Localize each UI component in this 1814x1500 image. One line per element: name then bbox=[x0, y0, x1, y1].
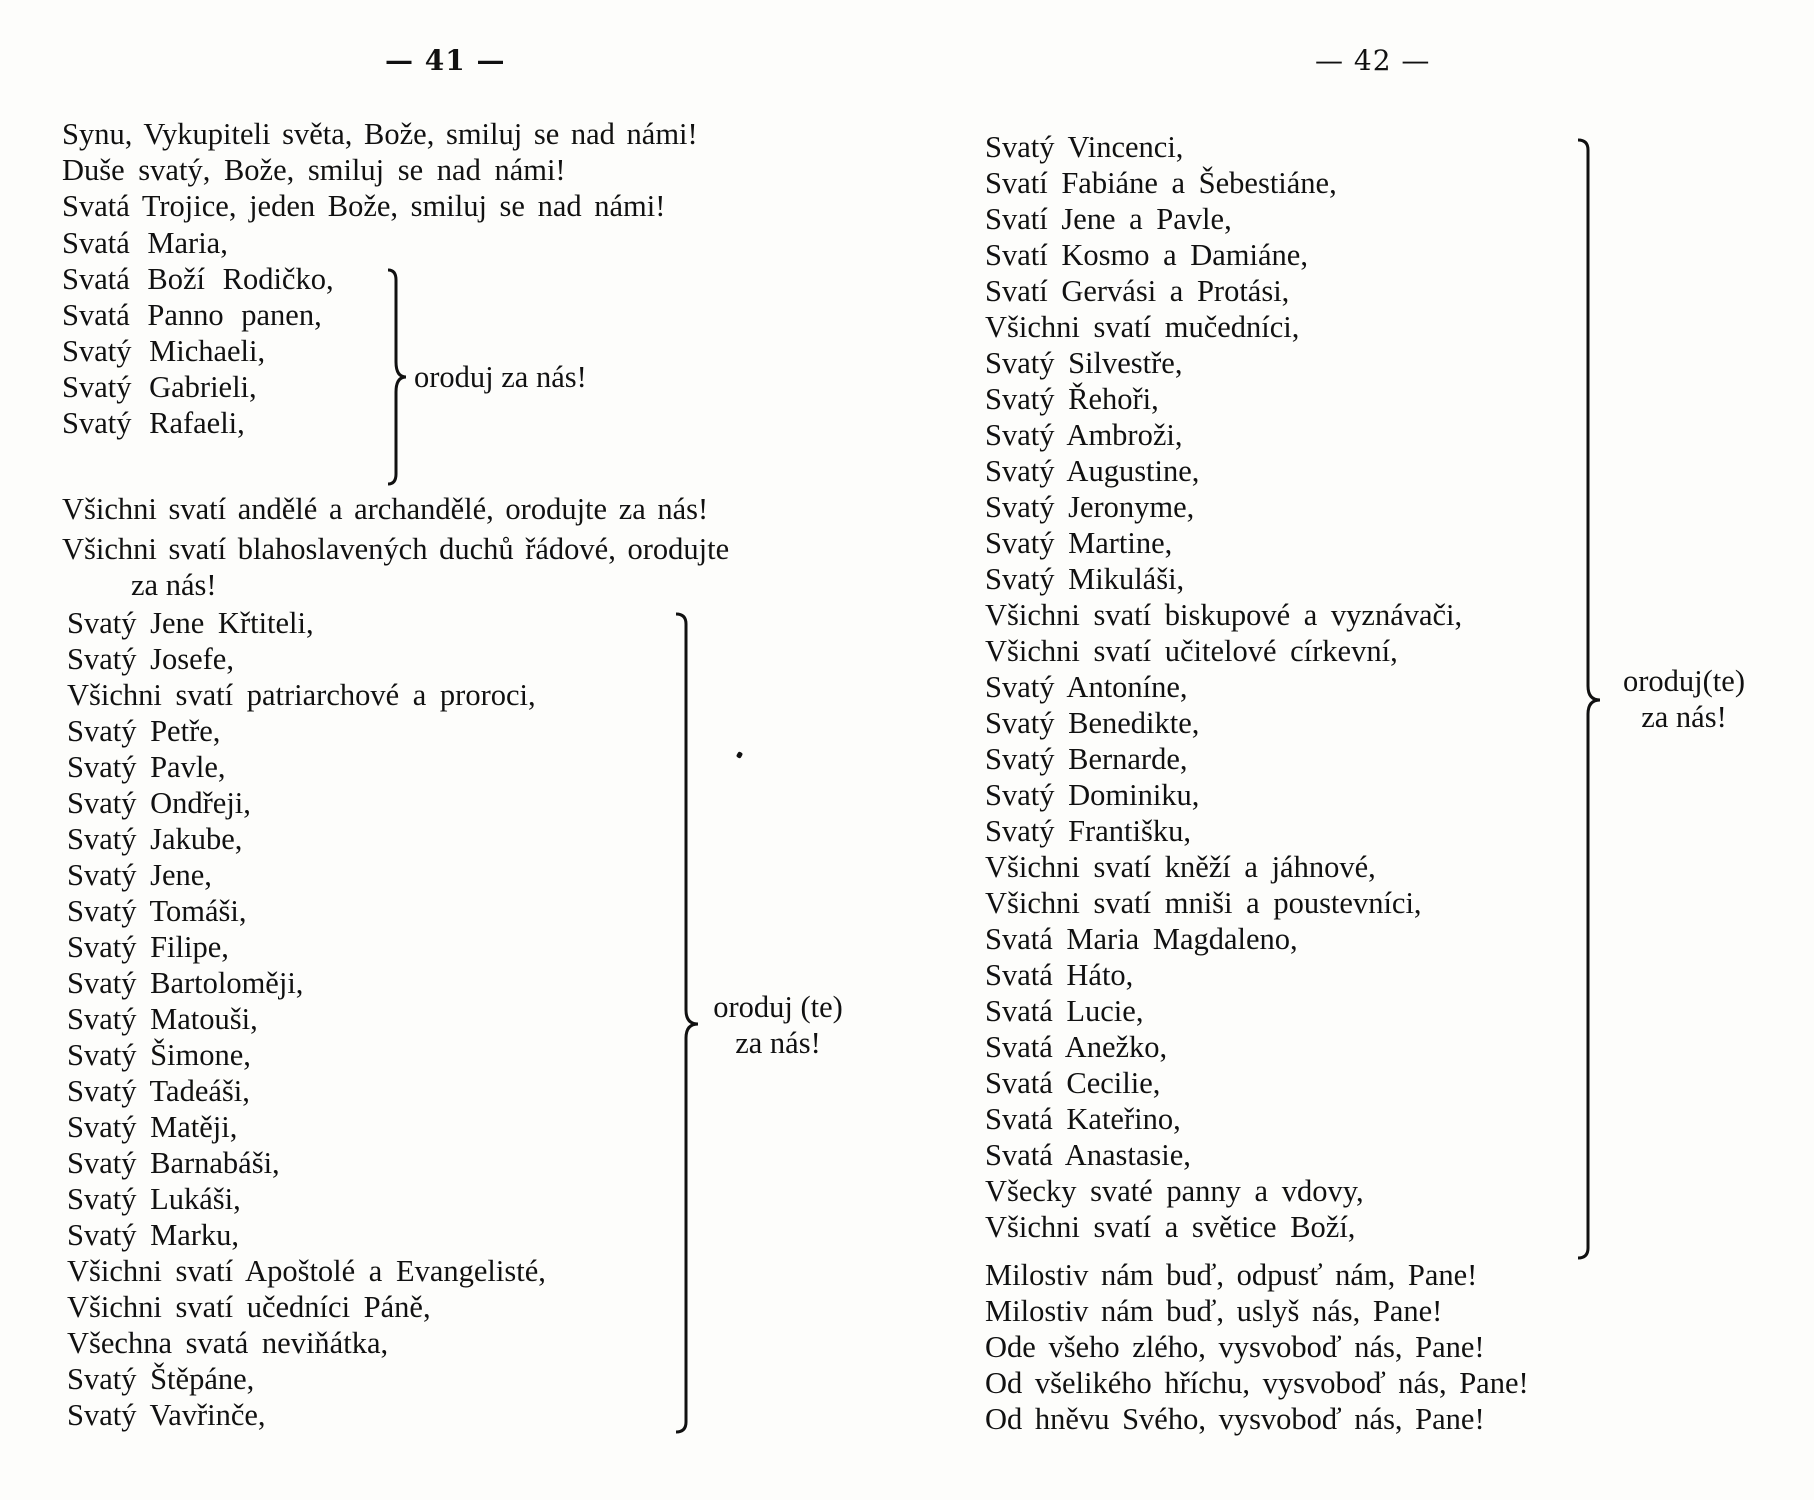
invocation-line: Všechna svatá neviňátka, bbox=[67, 1326, 389, 1360]
invocation-line: Svatý Ondřeji, bbox=[67, 786, 251, 820]
invocation-line: Svatý Gabrieli, bbox=[62, 370, 257, 404]
invocation-line: Svatá Boží Rodičko, bbox=[62, 262, 334, 296]
invocation-line: Všichni svatí andělé a archandělé, orodujte za nás! bbox=[62, 492, 709, 526]
invocation-line: Svatí Gervási a Protási, bbox=[985, 274, 1290, 308]
closing-line: Milostiv nám buď, odpusť nám, Pane! bbox=[985, 1258, 1478, 1292]
invocation-line-continued: za nás! bbox=[131, 568, 217, 602]
invocation-line: Svatý Ambroži, bbox=[985, 418, 1183, 452]
invocation-line: Svatý Barnabáši, bbox=[67, 1146, 280, 1180]
invocation-line: Svatí Jene a Pavle, bbox=[985, 202, 1232, 236]
invocation-line: Svatý Řehoři, bbox=[985, 382, 1159, 416]
intro-line: Duše svatý, Bože, smiluj se nad námi! bbox=[62, 153, 566, 187]
invocation-line: Svatý Štěpáne, bbox=[67, 1362, 255, 1396]
invocation-line: Svatý Rafaeli, bbox=[62, 406, 245, 440]
invocation-line: Svatý Martine, bbox=[985, 526, 1173, 560]
response-oroduj-te-line1: oroduj(te) bbox=[1623, 664, 1745, 698]
invocation-line: Svatý Petře, bbox=[67, 714, 221, 748]
invocation-line: Všichni svatí Apoštolé a Evangelisté, bbox=[67, 1254, 546, 1288]
invocation-line: Svatý Marku, bbox=[67, 1218, 240, 1252]
response-oroduj-te-line2: za nás! bbox=[735, 1026, 821, 1060]
invocation-line: Svatá Anastasie, bbox=[985, 1138, 1191, 1172]
invocation-line: Svatá Kateřino, bbox=[985, 1102, 1181, 1136]
closing-line: Od všelikého hříchu, vysvoboď nás, Pane! bbox=[985, 1366, 1529, 1400]
invocation-line: Všichni svatí kněží a jáhnové, bbox=[985, 850, 1376, 884]
closing-line: Od hněvu Svého, vysvoboď nás, Pane! bbox=[985, 1402, 1485, 1436]
invocation-line: Všichni svatí patriarchové a proroci, bbox=[67, 678, 536, 712]
invocation-line: Svatý Bernarde, bbox=[985, 742, 1188, 776]
invocation-line: Svatý Matěji, bbox=[67, 1110, 238, 1144]
closing-line: Milostiv nám buď, uslyš nás, Pane! bbox=[985, 1294, 1443, 1328]
invocation-line: Všichni svatí blahoslavených duchů řádové, orodujte bbox=[62, 532, 730, 566]
invocation-line: Svatá Anežko, bbox=[985, 1030, 1168, 1064]
invocation-line: Všichni svatí mniši a poustevníci, bbox=[985, 886, 1422, 920]
invocation-line: Svatý Filipe, bbox=[67, 930, 229, 964]
invocation-line: Svatý Vavřinče, bbox=[67, 1398, 266, 1432]
invocation-line: Všichni svatí a světice Boží, bbox=[985, 1210, 1356, 1244]
invocation-line: Svatý Michaeli, bbox=[62, 334, 266, 368]
response-oroduj: oroduj za nás! bbox=[414, 360, 587, 394]
page-number-left: — 41 — bbox=[385, 44, 506, 77]
invocation-line: Svatý Josefe, bbox=[67, 642, 234, 676]
invocation-line: Svatý Jene, bbox=[67, 858, 212, 892]
invocation-line: Svatý Benedikte, bbox=[985, 706, 1200, 740]
invocation-line: Svatá Lucie, bbox=[985, 994, 1144, 1028]
invocation-line: Svatý Silvestře, bbox=[985, 346, 1183, 380]
invocation-line: Svatá Háto, bbox=[985, 958, 1134, 992]
invocation-line: Všichni svatí učedníci Páně, bbox=[67, 1290, 431, 1324]
invocation-line: Svatý Matouši, bbox=[67, 1002, 258, 1036]
invocation-line: Všichni svatí mučedníci, bbox=[985, 310, 1300, 344]
page-number-right: — 42 — bbox=[1315, 44, 1431, 77]
invocation-line: Svatí Fabiáne a Šebestiáne, bbox=[985, 166, 1337, 200]
invocation-line: Svatý Šimone, bbox=[67, 1038, 251, 1072]
invocation-line: Svatá Maria Magdaleno, bbox=[985, 922, 1298, 956]
intro-line: Svatá Trojice, jeden Bože, smiluj se nad námi! bbox=[62, 189, 666, 223]
response-oroduj-te-line1: oroduj (te) bbox=[713, 990, 843, 1024]
invocation-line: Svatí Kosmo a Damiáne, bbox=[985, 238, 1308, 272]
ink-speck bbox=[736, 751, 743, 759]
invocation-line: Svatá Maria, bbox=[62, 226, 228, 260]
invocation-line: Svatý Bartoloměji, bbox=[67, 966, 304, 1000]
invocation-line: Všecky svaté panny a vdovy, bbox=[985, 1174, 1364, 1208]
intro-line: Synu, Vykupiteli světa, Bože, smiluj se nad námi! bbox=[62, 117, 698, 151]
invocation-line: Svatý Mikuláši, bbox=[985, 562, 1185, 596]
invocation-line: Svatá Panno panen, bbox=[62, 298, 322, 332]
response-oroduj-te-line2: za nás! bbox=[1641, 700, 1727, 734]
invocation-line: Svatý Jene Křtiteli, bbox=[67, 606, 314, 640]
bracket bbox=[386, 268, 410, 486]
invocation-line: Svatý Tadeáši, bbox=[67, 1074, 250, 1108]
invocation-line: Svatá Cecilie, bbox=[985, 1066, 1161, 1100]
invocation-line: Svatý Jeronyme, bbox=[985, 490, 1195, 524]
invocation-line: Svatý Pavle, bbox=[67, 750, 226, 784]
invocation-line: Svatý Antoníne, bbox=[985, 670, 1188, 704]
invocation-line: Svatý Lukáši, bbox=[67, 1182, 241, 1216]
invocation-line: Svatý Tomáši, bbox=[67, 894, 247, 928]
invocation-line: Svatý Dominiku, bbox=[985, 778, 1200, 812]
bracket bbox=[1576, 138, 1606, 1260]
invocation-line: Svatý Jakube, bbox=[67, 822, 243, 856]
invocation-line: Všichni svatí učitelové církevní, bbox=[985, 634, 1398, 668]
invocation-line: Svatý Vincenci, bbox=[985, 130, 1184, 164]
invocation-line: Svatý Františku, bbox=[985, 814, 1191, 848]
invocation-line: Svatý Augustine, bbox=[985, 454, 1200, 488]
closing-line: Ode všeho zlého, vysvoboď nás, Pane! bbox=[985, 1330, 1485, 1364]
invocation-line: Všichni svatí biskupové a vyznávači, bbox=[985, 598, 1463, 632]
